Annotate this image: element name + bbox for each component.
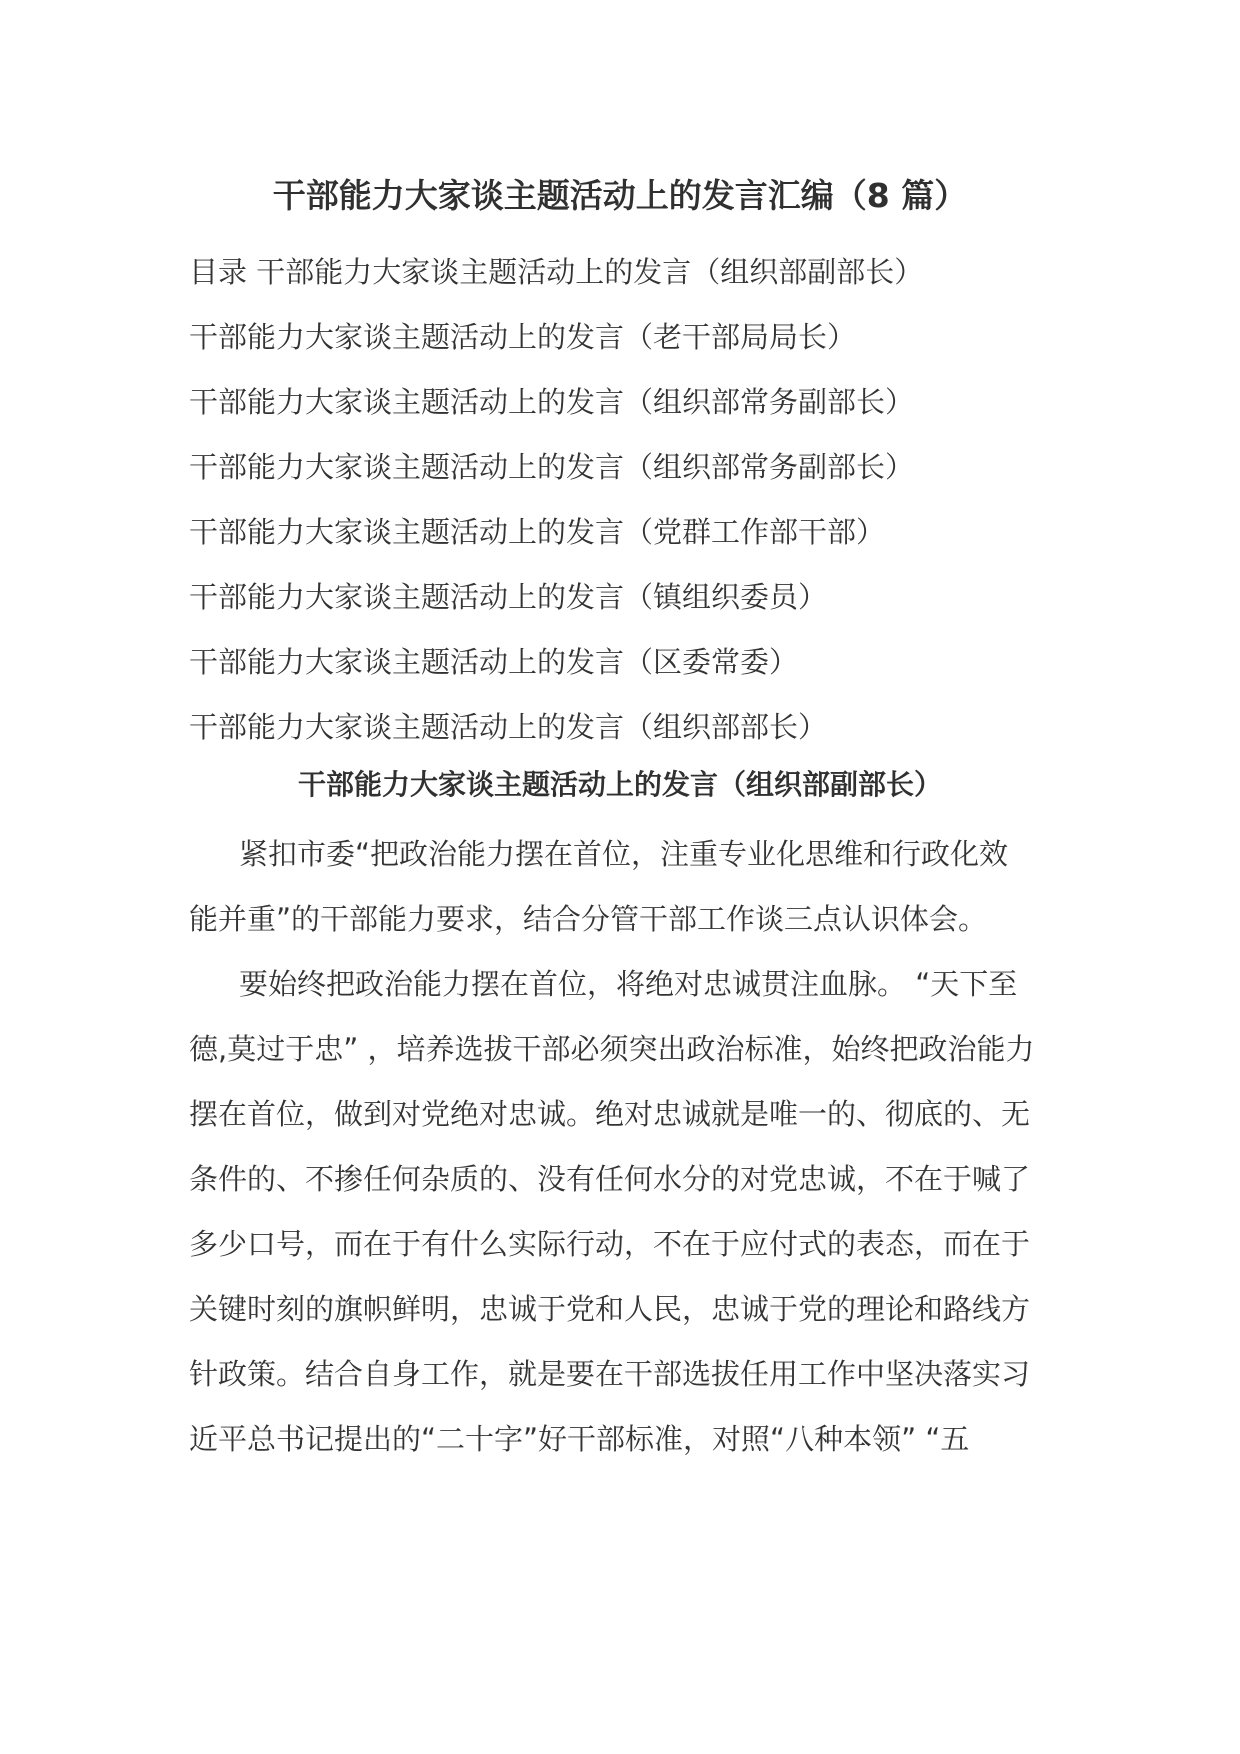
toc-item: 干部能力大家谈主题活动上的发言（镇组织委员） (189, 580, 828, 614)
document-title: 干部能力大家谈主题活动上的发言汇编（8 篇） (272, 176, 968, 215)
paragraph-line: 针政策。结合自身工作，就是要在干部选拔任用工作中坚决落实习 (189, 1357, 1031, 1391)
paragraph-line: 德,莫过于忠” ，培养选拔干部必须突出政治标准，始终把政治能力 (189, 1032, 1035, 1066)
paragraph-line: 近平总书记提出的“二十字”好干部标准，对照“八种本领” “五 (189, 1422, 970, 1456)
paragraph-line: 关键时刻的旗帜鲜明，忠诚于党和人民，忠诚于党的理论和路线方 (189, 1292, 1031, 1326)
body-text (189, 822, 1069, 1472)
toc-item: 干部能力大家谈主题活动上的发言（组织部常务副部长） (189, 385, 915, 419)
table-of-contents (189, 240, 1089, 760)
paragraph-line: 要始终把政治能力摆在首位，将绝对忠诚贯注血脉。 “天下至 (239, 967, 1018, 1001)
paragraph-line: 能并重”的干部能力要求，结合分管干部工作谈三点认识体会。 (189, 902, 988, 936)
toc-item: 目录 干部能力大家谈主题活动上的发言（组织部副部长） (189, 255, 924, 289)
paragraph-line: 紧扣市委“把政治能力摆在首位，注重专业化思维和行政化效 (239, 837, 1009, 871)
toc-item: 干部能力大家谈主题活动上的发言（区委常委） (189, 645, 799, 679)
toc-item: 干部能力大家谈主题活动上的发言（组织部部长） (189, 710, 828, 744)
paragraph-line: 条件的、不掺任何杂质的、没有任何水分的对党忠诚，不在于喊了 (189, 1162, 1031, 1196)
paragraph-line: 摆在首位，做到对党绝对忠诚。绝对忠诚就是唯一的、彻底的、无 (189, 1097, 1031, 1131)
toc-item: 干部能力大家谈主题活动上的发言（老干部局局长） (189, 320, 857, 354)
toc-item: 干部能力大家谈主题活动上的发言（党群工作部干部） (189, 515, 886, 549)
toc-item: 干部能力大家谈主题活动上的发言（组织部常务副部长） (189, 450, 915, 484)
section-heading: 干部能力大家谈主题活动上的发言（组织部副部长） (297, 768, 942, 801)
paragraph-line: 多少口号，而在于有什么实际行动，不在于应付式的表态，而在于 (189, 1227, 1031, 1261)
